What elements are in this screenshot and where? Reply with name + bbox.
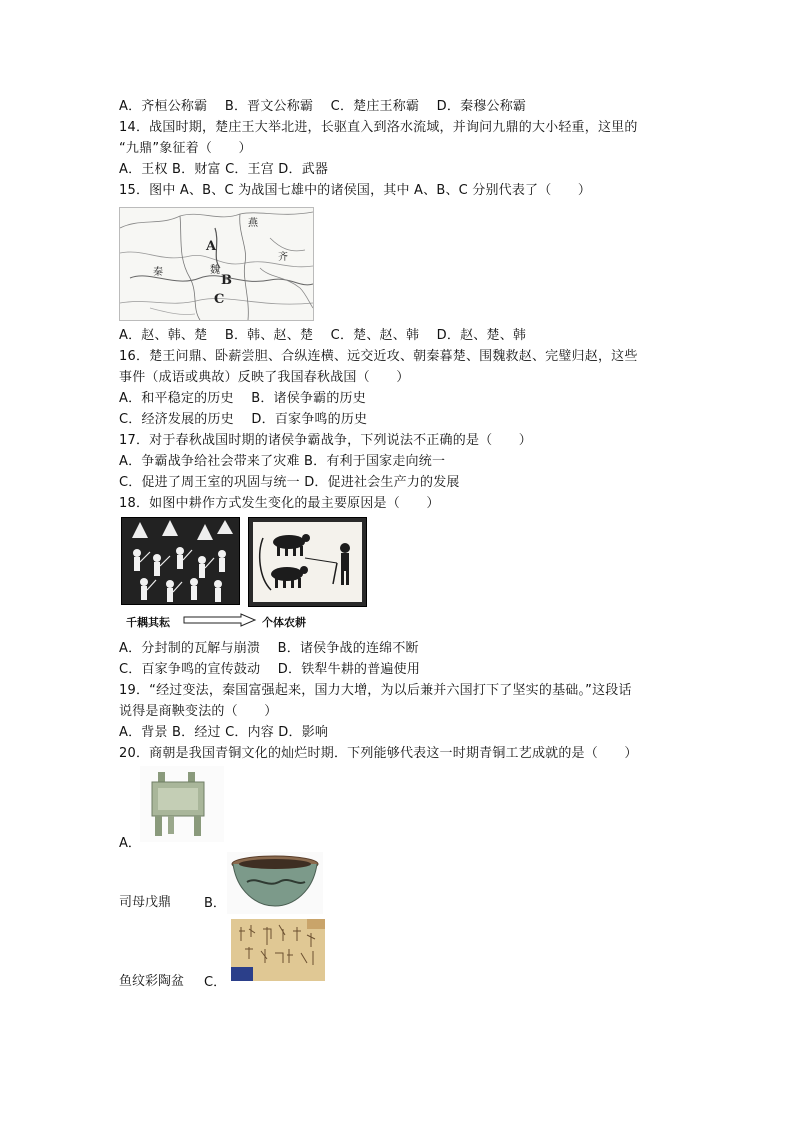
q14-options: A．王权 B．财富 C．王宫 D．武器 — [119, 162, 329, 177]
q13-options: A．齐桓公称霸 B．晋文公称霸 C．楚庄王称霸 D．秦穆公称霸 — [119, 99, 527, 114]
right-arrow-icon — [183, 613, 257, 627]
q15-options: A．赵、韩、楚 B．韩、赵、楚 C．楚、赵、韩 D．赵、楚、韩 — [119, 328, 527, 343]
ding-image — [140, 766, 224, 842]
q14-stem-line1: 14．战国时期，楚庄王大举北进，长驱直入到洛水流域，并询问九鼎的大小轻重，这里的 — [119, 120, 638, 135]
q20-option-b-label: B． — [204, 896, 226, 911]
map-label-qi: 齐 — [278, 252, 288, 263]
map-label-c: C — [214, 292, 225, 307]
map-label-a: A — [206, 239, 217, 254]
q20-name-a: 司母戊鼎 — [119, 895, 172, 910]
q19-options: A．背景 B．经过 C．内容 D．影响 — [119, 725, 329, 740]
map-label-qin: 秦 — [153, 267, 163, 278]
ox-plough-figures — [249, 518, 366, 606]
group-farming-image — [121, 517, 240, 605]
q17-options-line1: A．争霸战争给社会带来了灾难 B．有利于国家走向统一 — [119, 454, 446, 469]
q16-stem-line2: 事件（成语或典故）反映了我国春秋战国（ ） — [119, 370, 410, 385]
oracle-bone-picture — [231, 919, 325, 981]
fish-pattern-basin-picture — [227, 852, 323, 914]
caption-individual-farming: 个体农耕 — [262, 616, 306, 629]
q18-stem: 18．如图中耕作方式发生变化的最主要原因是（ ） — [119, 496, 440, 511]
pottery-basin-image — [227, 852, 323, 914]
q17-options-line2: C．促进了周王室的巩固与统一 D．促进社会生产力的发展 — [119, 475, 460, 490]
oracle-bone-image — [231, 919, 325, 981]
q16-options-line1: A．和平稳定的历史 B．诸侯争霸的历史 — [119, 391, 366, 406]
q20-stem: 20．商朝是我国青铜文化的灿烂时期．下列能够代表这一时期青铜工艺成就的是（ ） — [119, 746, 638, 761]
q19-stem-line1: 19．“经过变法，秦国富强起来，国力大增，为以后兼并六国打下了坚实的基础。”这段话 — [119, 683, 632, 698]
q18-options-line2: C．百家争鸣的宣传鼓动 D．铁犁牛耕的普遍使用 — [119, 662, 421, 677]
warring-states-map — [119, 207, 314, 321]
q19-stem-line2: 说得是商鞅变法的（ ） — [119, 704, 278, 719]
q15-stem: 15．图中 A、B、C 为战国七雄中的诸侯国，其中 A、B、C 分别代表了（ ） — [119, 183, 592, 198]
map-label-yan: 燕 — [248, 218, 258, 229]
caption-group-farming: 千耦其耘 — [126, 616, 170, 629]
q20-option-a-label: A． — [119, 836, 141, 851]
q20-name-b: 鱼纹彩陶盆 — [119, 974, 185, 989]
q18-options-line1: A．分封制的瓦解与崩溃 B．诸侯争战的连绵不断 — [119, 641, 419, 656]
group-farming-figures — [122, 518, 239, 604]
q20-option-c-label: C． — [204, 975, 227, 990]
q16-stem-line1: 16．楚王问鼎、卧薪尝胆、合纵连横、远交近攻、朝秦暮楚、围魏救赵、完璧归赵，这些 — [119, 349, 638, 364]
q16-options-line2: C．经济发展的历史 D．百家争鸣的历史 — [119, 412, 368, 427]
bronze-ding-picture — [140, 766, 224, 842]
q17-stem: 17．对于春秋战国时期的诸侯争霸战争，下列说法不正确的是（ ） — [119, 433, 532, 448]
map-label-b: B — [221, 273, 232, 288]
map-label-wei: 魏 — [210, 265, 220, 276]
ox-plough-image — [248, 517, 367, 607]
q14-stem-line2: “九鼎”象征着（ ） — [119, 141, 252, 156]
